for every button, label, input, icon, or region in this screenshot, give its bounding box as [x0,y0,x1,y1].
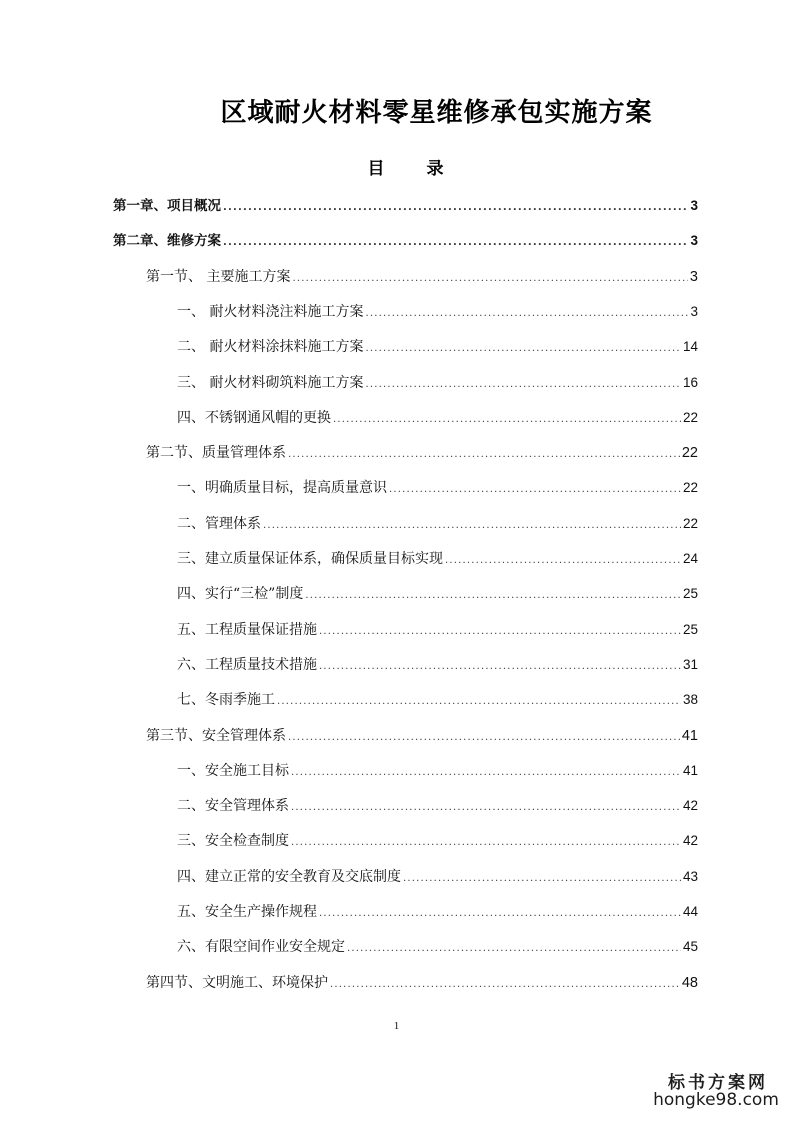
toc-entry-label: 一、安全施工目标 [177,762,289,779]
toc-entry-label: 二、管理体系 [177,515,261,532]
toc-entry[interactable] [146,443,698,465]
toc-dot-leader [330,975,680,995]
toc-entry[interactable] [177,408,698,430]
toc-entry-page: 22 [681,445,698,462]
toc-entry[interactable] [177,302,698,324]
toc-entry-page: 42 [682,798,698,814]
toc-dot-leader [365,339,681,359]
toc-entry-page: 3 [690,303,698,319]
toc-entry-page: 41 [681,727,698,744]
toc-entry-page: 22 [682,409,698,425]
toc-dot-leader [223,233,688,253]
toc-entry-label: 三、安全检查制度 [177,833,289,850]
toc-entry-label: 一、 耐火材料浇注料施工方案 [177,303,364,320]
toc-dot-leader [403,869,681,889]
toc-entry-page: 45 [682,939,698,955]
toc-entry-label: 第一章、项目概况 [113,198,221,214]
toc-dot-leader [445,551,681,571]
toc-entry-page: 41 [682,762,698,778]
toc-entry-page: 42 [682,833,698,849]
toc-dot-leader [288,445,680,465]
toc-entry-label: 第二节、质量管理体系 [146,445,286,462]
toc-entry[interactable] [146,726,698,748]
toc-entry-label: 四、不锈钢通风帽的更换 [177,409,331,426]
toc-entry-page: 25 [682,586,698,602]
toc-entry-label: 三、 耐火材料砌筑料施工方案 [177,374,364,391]
toc-entry[interactable] [177,655,698,677]
toc-entry-label: 二、 耐火材料涂抹料施工方案 [177,339,364,356]
watermark-brand: 标书方案网 [668,1073,768,1093]
toc-dot-leader [319,622,681,642]
toc-dot-leader [288,728,680,748]
toc-entry[interactable] [177,373,698,395]
toc-entry[interactable] [113,231,698,253]
toc-entry-page: 3 [690,198,698,213]
toc-dot-leader [291,763,681,783]
toc-entry[interactable] [177,584,698,606]
toc-entry[interactable] [177,620,698,642]
toc-entry[interactable] [177,690,698,712]
toc-dot-leader [292,269,687,289]
toc-entry[interactable] [177,761,698,783]
toc-entry-page: 22 [682,480,698,496]
toc-entry[interactable] [177,937,698,959]
toc-dot-leader [277,692,681,712]
toc-entry[interactable] [177,478,698,500]
toc-entry-page: 25 [682,621,698,637]
toc-dot-leader [319,904,681,924]
toc-dot-leader [291,798,681,818]
toc-entry-page: 14 [682,339,698,355]
toc-dot-leader [365,375,681,395]
toc-entry-page: 48 [681,974,698,991]
toc-dot-leader [347,939,681,959]
toc-entry[interactable] [177,796,698,818]
toc-entry-label: 第二章、维修方案 [113,233,221,250]
toc-entry[interactable] [177,514,698,536]
toc-entry-label: 二、安全管理体系 [177,798,289,815]
toc-heading: 目 录 [367,159,462,179]
toc-entry[interactable] [177,902,698,924]
toc-entry[interactable] [177,549,698,571]
toc-entry[interactable] [177,831,698,853]
toc-dot-leader [291,833,681,853]
toc-entry-page: 31 [682,656,698,672]
toc-entry-label: 七、冬雨季施工 [177,692,275,709]
toc-entry-label: 六、工程质量技术措施 [177,656,317,673]
toc-entry[interactable] [146,973,698,995]
toc-entry[interactable] [177,337,698,359]
toc-entry-label: 第一节、 主要施工方案 [146,268,291,285]
toc-entry-label: 第四节、文明施工、环境保护 [146,974,328,991]
toc-entry[interactable] [146,267,698,289]
toc-entry-page: 22 [682,515,698,531]
toc-entry-page: 44 [682,904,698,919]
toc-entry[interactable] [177,867,698,889]
toc-entry-label: 三、建立质量保证体系，确保质量目标实现 [177,551,443,567]
toc-dot-leader [365,304,688,324]
document-title: 区域耐火材料零星维修承包实施方案 [220,98,653,128]
toc-entry-page: 43 [682,868,698,884]
toc-entry-page: 38 [682,692,698,708]
toc-entry-label: 四、建立正常的安全教育及交底制度 [177,868,401,885]
toc-entry-label: 五、安全生产操作规程 [177,904,317,920]
toc-dot-leader [305,586,681,606]
toc-entry-page: 3 [689,268,698,285]
toc-entry-label: 五、工程质量保证措施 [177,621,317,638]
toc-dot-leader [263,516,681,536]
toc-entry-page: 24 [682,551,698,566]
toc-entry[interactable] [113,196,698,218]
toc-entry-label: 第三节、安全管理体系 [146,727,286,744]
toc-entry-label: 一、明确质量目标，提高质量意识 [177,480,387,497]
toc-dot-leader [333,410,681,430]
page-number: 1 [393,1020,400,1032]
watermark-url: hongke98.com [653,1090,779,1110]
toc-dot-leader [223,198,688,218]
toc-entry-page: 3 [690,233,698,249]
toc-entry-label: 四、实行“三检”制度 [177,586,304,603]
toc-dot-leader [319,657,681,677]
toc-dot-leader [389,480,681,500]
toc-entry-label: 六、有限空间作业安全规定 [177,939,345,956]
toc-entry-page: 16 [682,374,698,390]
